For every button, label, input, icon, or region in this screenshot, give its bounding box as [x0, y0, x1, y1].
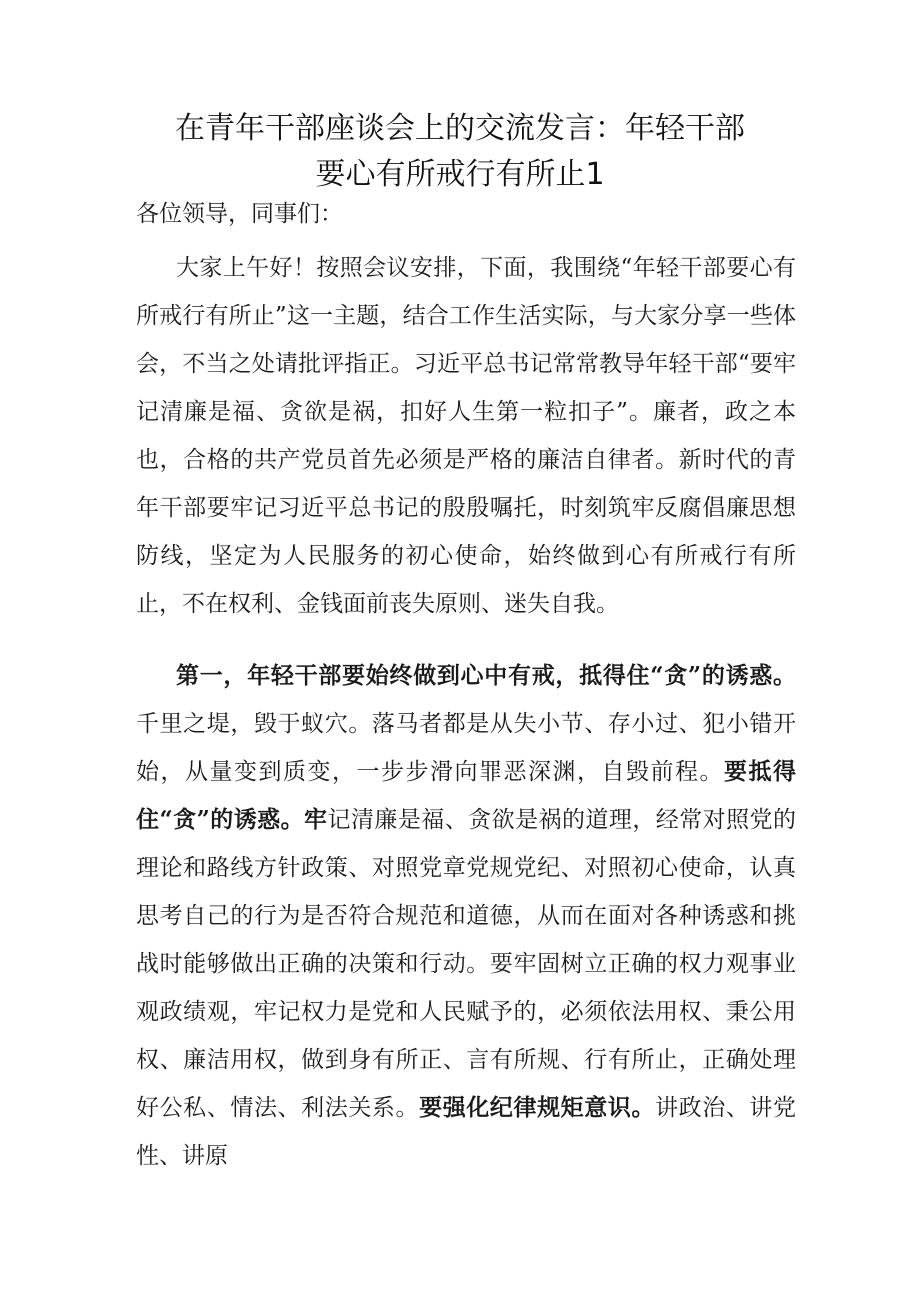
- salutation: 各位领导，同事们：: [136, 201, 343, 227]
- paragraph-intro: 大家上午好！按照会议安排，下面，我围绕“年轻干部要心有所戒行有所止”这一主题，结合工作生活实际，与大家分享一些体会，不当之处请批评指正。习近平总书记常常教导年轻干部“要牢记清廉是福、贪欲是祸，扣好人生第一粒扣子”。廉者，政之本也，合格的共产党员首先必须是严格的廉洁自律者。新时代的青年干部要牢记习近平总书记的殷殷嘱托，时刻筑牢反腐倡廉思想防线，坚定为人民服务的初心使命，始终做到心有所戒行有所止，不在权利、金钱面前丧失原则、迷失自我。: [136, 255, 796, 617]
- point-bold-2: 要强化纪律规矩意识。: [419, 1094, 656, 1121]
- paragraph-first-point: [136, 652, 796, 1180]
- document-title: [0, 106, 920, 198]
- point-text-1: 千里之堤，毁于蚁穴。落马者都是从失小节、存小过、犯小错开始，从量变到质变，一步步滑向罪恶深渊，自毁前程。: [136, 711, 796, 785]
- point-text-3: 讲政治、讲党性、讲原: [136, 1095, 797, 1169]
- title-line-1: 在青年干部座谈会上的交流发言：年轻干部: [175, 111, 745, 146]
- point-heading: 第一，年轻干部要始终做到心中有戒，抵得住“贪”的诱惑。: [176, 662, 796, 689]
- title-line-2: 要心有所戒行有所止1: [315, 157, 605, 192]
- point-text-2: 记清廉是福、贪欲是祸的道理，经常对照党的理论和路线方针政策、对照党章党规党纪、对照初心使命，认真思考自己的行为是否符合规范和道德，从而在面对各种诱惑和挑战时能够做出正确的决策和行动。要牢固树立正确的权力观事业观政绩观，牢记权力是党和人民赋予的，必须依法用权、秉公用权、廉洁用权，做到身有所正、言有所规、行有所止，正确处理好公私、情法、利法关系。: [136, 807, 797, 1121]
- point-bold-1: 要抵得住“贪”的诱惑。牢: [136, 758, 796, 833]
